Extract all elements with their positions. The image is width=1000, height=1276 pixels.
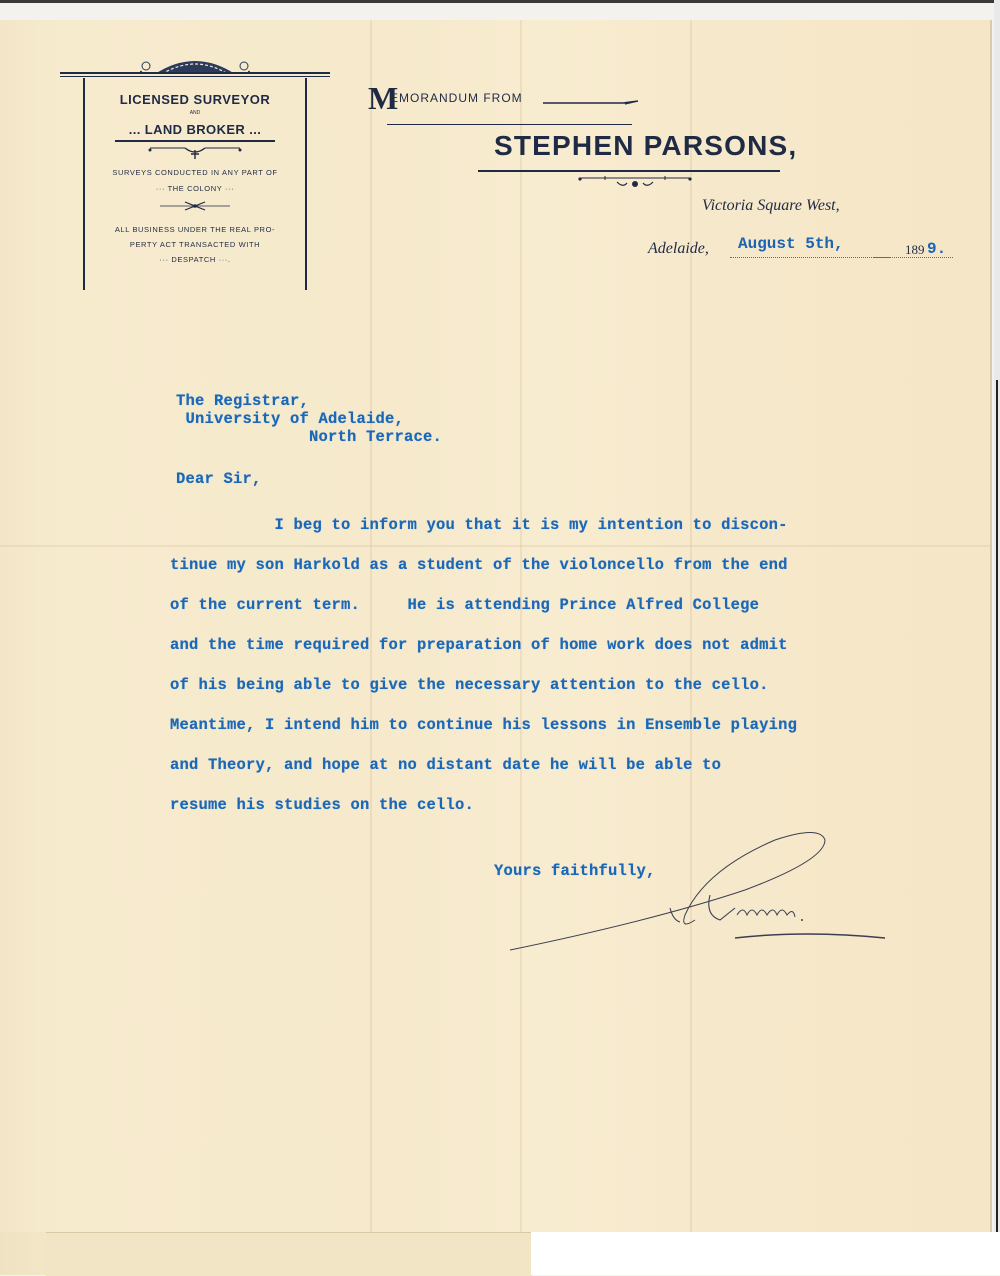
business-text-2: PERTY ACT TRANSACTED WITH bbox=[129, 240, 261, 249]
letterhead-border-right bbox=[305, 78, 307, 290]
year-typed: 9. bbox=[927, 240, 947, 258]
body-line: of the current term. He is attending Prince Alfred College bbox=[170, 596, 760, 614]
paper-fold bbox=[690, 20, 692, 1232]
paper-fold-horizontal bbox=[0, 545, 992, 547]
letterhead-box bbox=[85, 70, 305, 290]
scroll-ornament-icon bbox=[575, 174, 695, 190]
street-address: Victoria Square West, bbox=[702, 197, 840, 214]
body-line: tinue my son Harkold as a student of the violoncello from the end bbox=[170, 556, 788, 574]
colony-text: ··· THE COLONY ··· bbox=[155, 184, 235, 193]
recipient-line: The Registrar, bbox=[176, 392, 310, 410]
body-line: resume his studies on the cello. bbox=[170, 796, 475, 814]
arch-ornament-icon bbox=[140, 52, 250, 74]
body-line: of his being able to give the necessary attention to the cello. bbox=[170, 676, 769, 694]
memo-rule bbox=[387, 124, 632, 125]
scan-right-edge bbox=[996, 380, 998, 1275]
city-label: Adelaide, bbox=[648, 240, 709, 257]
name-underline bbox=[478, 170, 780, 172]
pen-flourish-icon bbox=[543, 99, 638, 105]
date-typed: August 5th, bbox=[738, 235, 844, 253]
licensed-surveyor-heading: LICENSED SURVEYOR bbox=[119, 92, 271, 107]
body-line: and Theory, and hope at no distant date he will be able to bbox=[170, 756, 722, 774]
body-line: Meantime, I intend him to continue his lessons in Ensemble playing bbox=[170, 716, 798, 734]
land-broker-heading: ... LAND BROKER ... bbox=[128, 122, 262, 137]
memo-label: EMORANDUM FROM bbox=[390, 91, 523, 105]
surveys-text: SURVEYS CONDUCTED IN ANY PART OF bbox=[112, 168, 278, 177]
year-printed: 189 bbox=[905, 242, 925, 257]
paper-fold bbox=[370, 20, 372, 1232]
body-line: I beg to inform you that it is my intention to discon- bbox=[170, 516, 788, 534]
recipient-line: North Terrace. bbox=[176, 428, 443, 446]
second-sheet bbox=[46, 1232, 532, 1276]
paper-fold bbox=[520, 20, 522, 1232]
scan-blank-area bbox=[531, 1232, 1000, 1275]
recipient-line: University of Adelaide, bbox=[176, 410, 405, 428]
divider-ornament-icon bbox=[160, 201, 230, 211]
handwritten-signature bbox=[505, 820, 905, 970]
scan-top-edge bbox=[0, 0, 1000, 3]
letterhead-rule bbox=[60, 76, 330, 77]
and-label: AND bbox=[189, 110, 201, 116]
body-line: and the time required for preparation of home work does not admit bbox=[170, 636, 788, 654]
business-text-1: ALL BUSINESS UNDER THE REAL PRO- bbox=[114, 225, 276, 234]
memo-initial: M bbox=[368, 80, 399, 116]
date-dotted-line bbox=[730, 257, 890, 258]
business-text-3: ··· DESPATCH ···. bbox=[159, 255, 231, 264]
flourish-ornament-icon bbox=[145, 144, 245, 160]
letterhead-rule bbox=[60, 72, 330, 74]
heading-underline bbox=[115, 140, 275, 142]
closing: Yours faithfully, bbox=[494, 862, 656, 880]
sender-name: STEPHEN PARSONS, bbox=[494, 130, 798, 161]
salutation: Dear Sir, bbox=[176, 470, 262, 488]
